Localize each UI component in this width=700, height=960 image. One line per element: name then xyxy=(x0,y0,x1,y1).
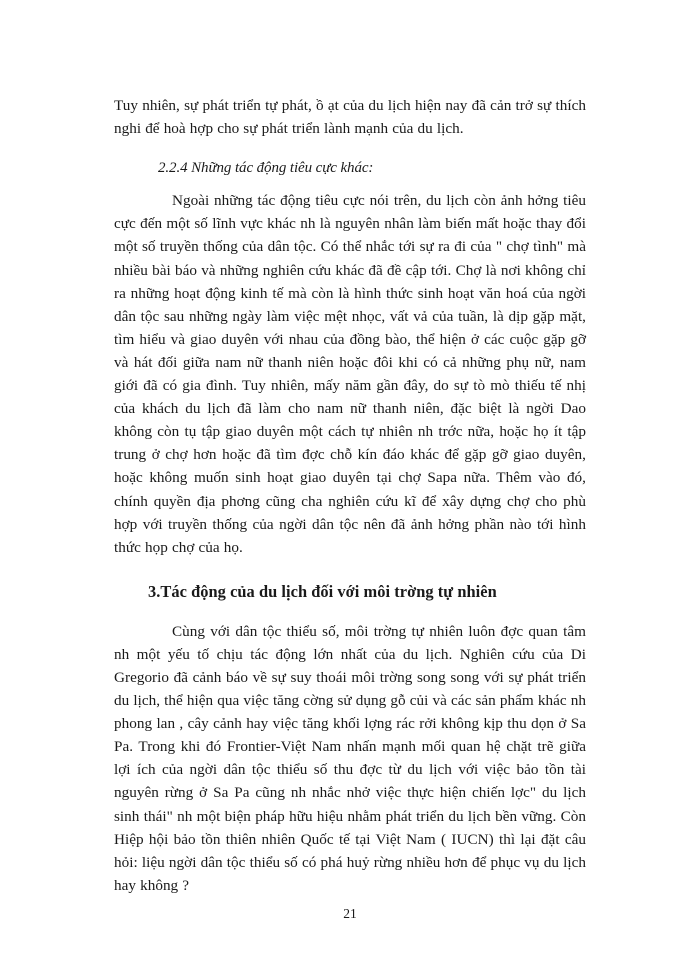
spacer xyxy=(114,140,586,157)
page-number: 21 xyxy=(343,906,357,921)
section-heading-3: 3.Tác động của du lịch đối với môi trờng tự nhiên xyxy=(148,581,497,601)
paragraph-other-negative-impacts: Ngoài những tác động tiêu cực nói trên, du lịch còn ảnh hởng tiêu cực đến một số lĩnh vực khác nh là nguyên nhân làm biến mất hoặc thay đổi một số truyền thống của dân tộc. Có thể nhắc tới sự ra đi của " chợ tình" mà nhiều bài báo và những nghiên cứu khác đã đề cập tới. Chợ là nơi không chỉ ra những hoạt động kinh tế mà còn là hình thức sinh hoạt văn hoá của ngời dân tộc sau những ngày làm việc mệt nhọc, vất vả của tuần, là dịp gặp mặt, tìm hiểu và giao duyên với nhau của đồng bào, thể hiện ở các cuộc gặp gỡ và hát đối giữa nam nữ thanh niên hoặc đôi khi có cả những phụ nữ, nam giới đã có gia đình. Tuy nhiên, mấy năm gần đây, do sự tò mò thiếu tế nhị của khách du lịch đã làm cho nam nữ thanh niên, đặc biệt là ngời Dao không còn tụ tập giao duyên một cách tự nhiên nh trớc nữa, hoặc họ ít tập trung ở chợ hơn hoặc đã tìm đợc chỗ kín đáo khác để gặp gỡ giao duyên, hoặc không muốn sinh hoạt giao duyên tại chợ Sapa nữa. Thêm vào đó, chính quyền địa phơng cũng cha nghiên cứu kĩ để xây dựng chợ cho phù hợp với truyền thống của ngời dân tộc nên đã ảnh hởng phần nào tới hình thức họp chợ của họ. xyxy=(114,192,586,556)
paragraph-natural-environment: Cùng với dân tộc thiểu số, môi trờng tự nhiên luôn đợc quan tâm nh một yếu tố chịu tác động lớn nhất của du lịch. Nghiên cứu của Di Gregorio đã cảnh báo về sự suy thoái môi trờng song song với sự phát triển du lịch, thể hiện qua việc tăng cờng sử dụng gỗ củi và các sản phẩm khác nh phong lan , cây cảnh hay việc tăng khối lợng rác rởi không kịp thu dọn ở Sa Pa. Trong khi đó Frontier-Việt Nam nhấn mạnh mối quan hệ chặt trẽ giữa lợi ích của ngời dân tộc thiểu số thu đợc từ du lịch với việc bảo tồn tài nguyên rừng ở Sa Pa cũng nh nhắc nhở việc thực hiện chiến lợc" du lịch sinh thái" nh một biện pháp hữu hiệu nhằm phát triển du lịch bền vững. Còn Hiệp hội bảo tồn thiên nhiên Quốc tế tại Việt Nam ( IUCN) thì lại đặt câu hỏi: liệu ngời dân tộc thiểu số có phá huỷ rừng nhiều hơn để phục vụ du lịch hay không ? xyxy=(114,622,586,894)
paragraph-intro: Tuy nhiên, sự phát triển tự phát, ồ ạt của du lịch hiện nay đã cản trở sự thích nghi để hoà hợp cho sự phát triển lành mạnh của du lịch. xyxy=(114,97,586,138)
spacer xyxy=(114,180,586,189)
page-content xyxy=(114,94,586,897)
subheading-2-2-4: 2.2.4 Những tác động tiêu cực khác: xyxy=(158,160,374,177)
spacer xyxy=(114,559,586,580)
spacer xyxy=(114,603,586,620)
